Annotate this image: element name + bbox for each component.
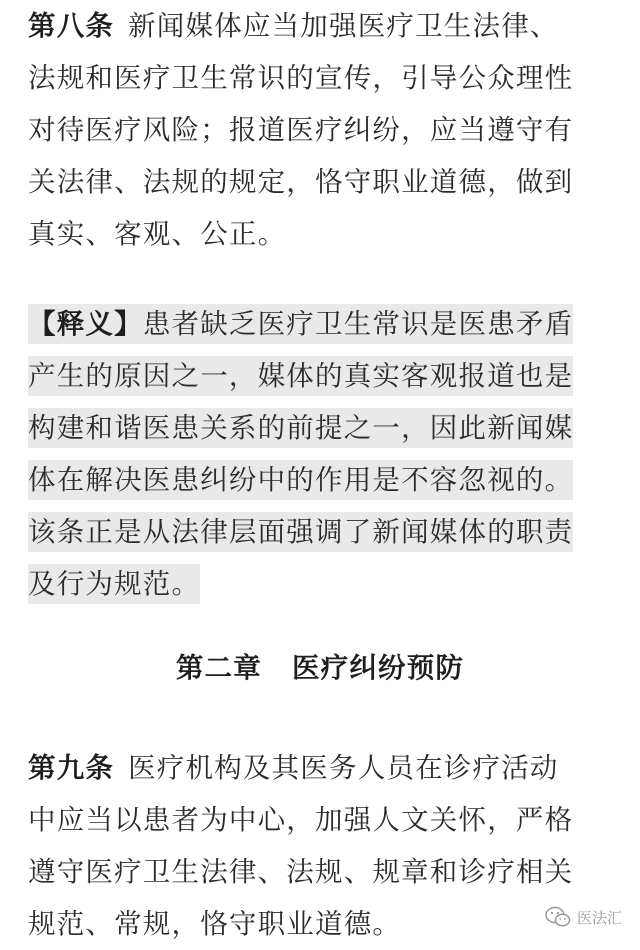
watermark <box>545 906 622 928</box>
article-8-line-3: 对待医疗风险；报道医疗纠纷，应当遵守有 <box>28 114 574 146</box>
article-8-line-2: 法规和医疗卫生常识的宣传，引导公众理性 <box>28 62 574 94</box>
article-8-line-5: 真实、客观、公正。 <box>28 218 287 250</box>
interpretation-line-3: 构建和谐医患关系的前提之一，因此新闻媒 <box>28 402 612 454</box>
article-9-label: 第九条 <box>28 752 115 784</box>
article-8-label: 第八条 <box>28 10 115 42</box>
article-9 <box>28 742 612 950</box>
article-8-line-4: 关法律、法规的规定，恪守职业道德，做到 <box>28 166 574 198</box>
watermark-text: 医法汇 <box>576 908 622 927</box>
article-8-line-1: 第八条 新闻媒体应当加强医疗卫生法律、 <box>28 10 559 42</box>
article-9-line-2: 中应当以患者为中心，加强人文关怀，严格 <box>28 804 574 836</box>
interpretation-line-4: 体在解决医患纠纷中的作用是不容忽视的。 <box>28 454 612 506</box>
chapter-number: 第二章 <box>175 652 262 684</box>
interpretation-line-6: 及行为规范。 <box>28 558 612 610</box>
interpretation-label: 【释义】 <box>28 308 143 340</box>
chapter-heading <box>0 648 640 688</box>
interpretation-line-5: 该条正是从法律层面强调了新闻媒体的职责 <box>28 506 612 558</box>
article-8 <box>28 0 612 260</box>
interpretation <box>28 298 612 610</box>
wechat-icon <box>545 906 571 928</box>
article-9-line-1: 第九条 医疗机构及其医务人员在诊疗活动 <box>28 752 559 784</box>
article-9-line-3: 遵守医疗卫生法律、法规、规章和诊疗相关 <box>28 856 574 888</box>
article-9-line-4: 规范、常规，恪守职业道德。 <box>28 908 402 940</box>
chapter-title: 医疗纠纷预防 <box>291 652 465 684</box>
interpretation-line-1: 【释义】患者缺乏医疗卫生常识是医患矛盾 <box>28 298 612 350</box>
interpretation-line-2: 产生的原因之一，媒体的真实客观报道也是 <box>28 350 612 402</box>
